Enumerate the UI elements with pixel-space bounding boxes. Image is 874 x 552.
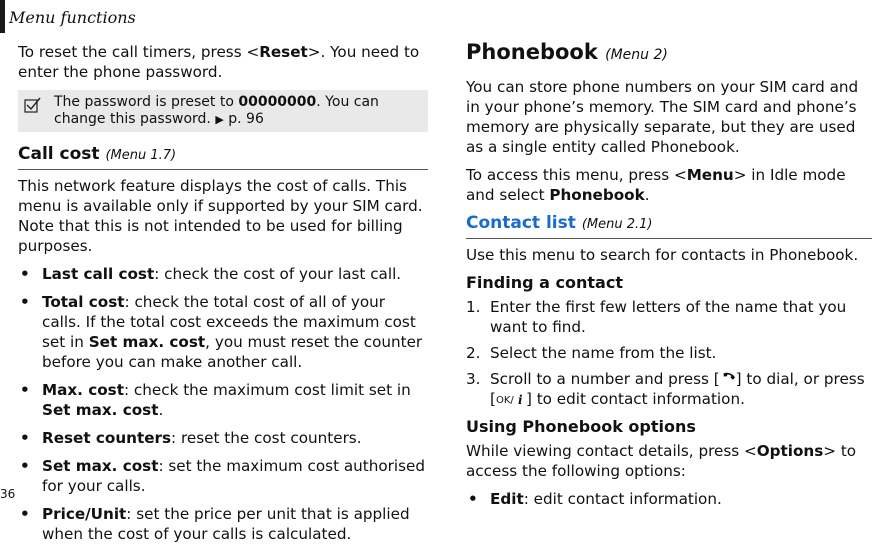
note-password: 00000000 (238, 94, 317, 110)
phonebook-menu-ref: (Menu 2) (605, 47, 668, 63)
finding-steps-list (466, 297, 872, 409)
step-number: 1. (466, 298, 481, 316)
option-term: Price/Unit (42, 505, 127, 523)
list-item (466, 297, 872, 337)
option-term: Max. cost (42, 381, 124, 399)
note-checkmark-icon (24, 96, 42, 114)
step-text-mid: ] to dial, or press [ (490, 370, 865, 408)
options-body (466, 441, 872, 481)
phonebook-label: Phonebook (549, 186, 645, 204)
right-column (466, 42, 872, 517)
access-text: To access this menu, press < (466, 166, 687, 184)
options-text-end: > to access the following options: (466, 442, 857, 480)
ok-i-key-icon (496, 391, 526, 406)
menu-key-label: Menu (686, 166, 734, 184)
options-key-label: Options (756, 442, 824, 460)
list-item (466, 489, 872, 509)
call-cost-menu-ref: (Menu 1.7) (105, 148, 177, 163)
reset-intro (18, 42, 428, 82)
contact-list-heading (466, 213, 872, 239)
finding-contact-heading: Finding a contact (466, 273, 623, 292)
step-text: Enter the first few letters of the name that you want to find. (490, 298, 847, 336)
option-desc-end: . (158, 401, 164, 419)
option-ref: Set max. cost (88, 333, 206, 351)
svg-text:i: i (517, 393, 523, 406)
list-item (18, 292, 428, 372)
step-text: Scroll to a number and press [ (490, 370, 720, 388)
step-text-end: ] to edit contact information. (525, 390, 745, 408)
option-desc: : reset the cost counters. (171, 429, 362, 447)
reset-key-label: Reset (259, 43, 308, 61)
list-item (18, 504, 428, 544)
note-page-ref[interactable]: p. 96 (223, 111, 264, 127)
option-desc-end: , you must reset the counter before you can make another call. (42, 333, 423, 371)
svg-text:OK/: OK/ (495, 395, 514, 406)
option-desc: : set the maximum cost authorised for your calls. (42, 457, 426, 495)
list-item (18, 428, 428, 448)
list-item (18, 264, 428, 284)
page-number: 36 (0, 487, 16, 501)
dial-key-icon (720, 372, 736, 386)
option-ref: Set max. cost (42, 401, 159, 419)
option-desc: : check the total cost of all of your calls. If the total cost exceeds the maximum cost set in (42, 293, 416, 351)
intro-text-end: >. You need to enter the phone password. (18, 43, 420, 81)
option-term: Reset counters (42, 429, 172, 447)
option-term: Total cost (42, 293, 125, 311)
page-ref-arrow-icon: ▶ (215, 113, 224, 126)
contact-list-body: Use this menu to search for contacts in Phonebook. (466, 246, 859, 264)
left-column (18, 42, 428, 552)
step-number: 2. (466, 344, 481, 362)
step-text: Select the name from the list. (490, 344, 717, 362)
note-text-mid: . You can change this password. (54, 94, 379, 127)
password-note (18, 90, 428, 132)
phonebook-body: You can store phone numbers on your SIM card and in your phone’s memory. The SIM card and phone’s memory are physically separate, but they are used as a single entity called Phonebook. (466, 78, 859, 156)
option-term: Set max. cost (42, 457, 159, 475)
phonebook-heading (466, 42, 872, 65)
option-term: Last call cost (42, 265, 155, 283)
contact-list-menu-ref: (Menu 2.1) (581, 217, 653, 232)
phonebook-options-list (466, 489, 872, 509)
option-desc: : set the price per unit that is applied when the cost of your calls is calculated. (42, 505, 410, 543)
options-text: While viewing contact details, press < (466, 442, 757, 460)
call-cost-heading (18, 144, 428, 170)
header-bar (0, 0, 5, 33)
list-item (18, 456, 428, 496)
access-text-mid: > in Idle mode and select (466, 166, 846, 204)
call-cost-title: Call cost (18, 144, 100, 164)
call-cost-body: This network feature displays the cost of calls. This menu is available only if supported by your SIM card. Note that this is not intended to be used for billing purposes. (18, 177, 423, 255)
phonebook-options-heading: Using Phonebook options (466, 417, 696, 436)
option-desc: : check the maximum cost limit set in (123, 381, 411, 399)
step-number: 3. (466, 370, 481, 388)
call-cost-options-list (18, 264, 428, 544)
page-header-title: Menu functions (9, 8, 136, 27)
option-desc: : check the cost of your last call. (154, 265, 402, 283)
option-desc: : edit contact information. (523, 490, 722, 508)
access-text-end: . (644, 186, 650, 204)
list-item (18, 380, 428, 420)
list-item (466, 343, 872, 363)
note-text: The password is preset to (54, 94, 239, 110)
phonebook-title: Phonebook (466, 40, 598, 64)
contact-list-title: Contact list (466, 213, 576, 233)
option-term: Edit (490, 490, 524, 508)
phonebook-access (466, 165, 872, 205)
list-item (466, 369, 872, 409)
intro-text: To reset the call timers, press < (18, 43, 260, 61)
